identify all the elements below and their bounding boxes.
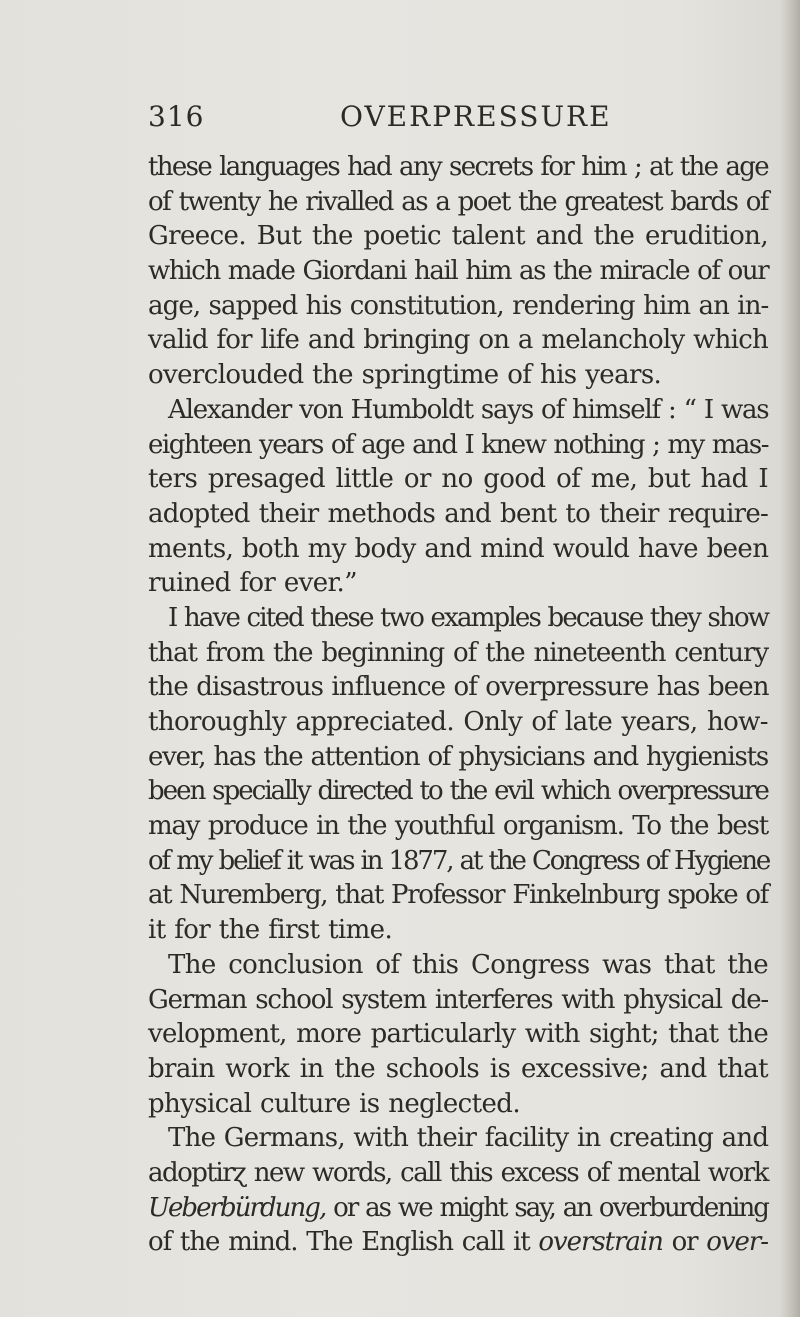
text-line: adopted their methods and bent to their require- [148,498,768,529]
text-line: that from the beginning of the nineteenth century [148,637,768,668]
running-head [148,100,668,140]
text-line: physical culture is neglected. [148,1088,520,1119]
text-line: Greece. But the poetic talent and the erudition, [148,221,768,252]
text-line: ever, has the attention of physicians and hygienists [148,741,768,772]
text-line: it for the first time. [148,915,393,946]
text-line [148,1225,768,1260]
text-line: the disastrous influence of overpressure has been [148,672,769,703]
text-line: may produce in the youthful organism. To the best [148,811,768,842]
text-run: of the mind. The English call it [148,1227,539,1258]
text-line: Alexander von Humboldt says of himself : “ I was [168,394,769,425]
text-line: brain work in the schools is excessive; and that [148,1053,768,1084]
text-line [148,1191,768,1226]
text-line: of my belief it was in 1877, at the Congress of Hygiene [148,845,770,876]
italic-term: over- [706,1227,768,1258]
page-edge-shadow [780,0,800,1317]
text-line: eighteen years of age and I knew nothing ; my mas- [148,429,768,460]
italic-term: Ueberbürdung, [148,1192,326,1223]
text-run: or as we might say, an overburdening [325,1192,768,1223]
text-line: The conclusion of this Congress was that the [168,949,768,980]
text-line: velopment, more particularly with sight; that the [148,1019,768,1050]
text-run: or [662,1227,707,1258]
text-line: age, sapped his constitution, rendering him an in- [148,290,769,321]
text-line: valid for life and bringing on a melancholy which [148,325,768,356]
text-line: at Nuremberg, that Professor Finkelnburg spoke of [148,880,768,911]
text-line: of twenty he rivalled as a poet the greatest bards of [148,186,768,217]
italic-term: overstrain [538,1227,663,1258]
text-line: adoptirɀ new words, call this excess of mental work [148,1157,768,1188]
text-line: ruined for ever.” [148,568,357,599]
text-line: thoroughly appreciated. Only of late years, how- [148,707,768,737]
text-line: which made Giordani hail him as the miracle of our [148,256,769,287]
page-number: 316 [148,100,205,133]
text-line: ters presaged little or no good of me, but had I [148,464,768,495]
body-text [148,150,768,1260]
text-line: The Germans, with their facility in creating and [168,1123,769,1154]
text-line: been specially directed to the evil which overpressure [148,776,768,807]
text-line: German school system interferes with physical de- [148,984,768,1015]
text-line: I have cited these two examples because they show [168,602,769,633]
text-line: these languages had any secrets for him ; at the age [148,152,768,182]
text-line: ments, both my body and mind would have been [148,533,769,564]
text-line: overclouded the springtime of his years. [148,360,662,391]
running-head-title: OVERPRESSURE [340,100,612,133]
